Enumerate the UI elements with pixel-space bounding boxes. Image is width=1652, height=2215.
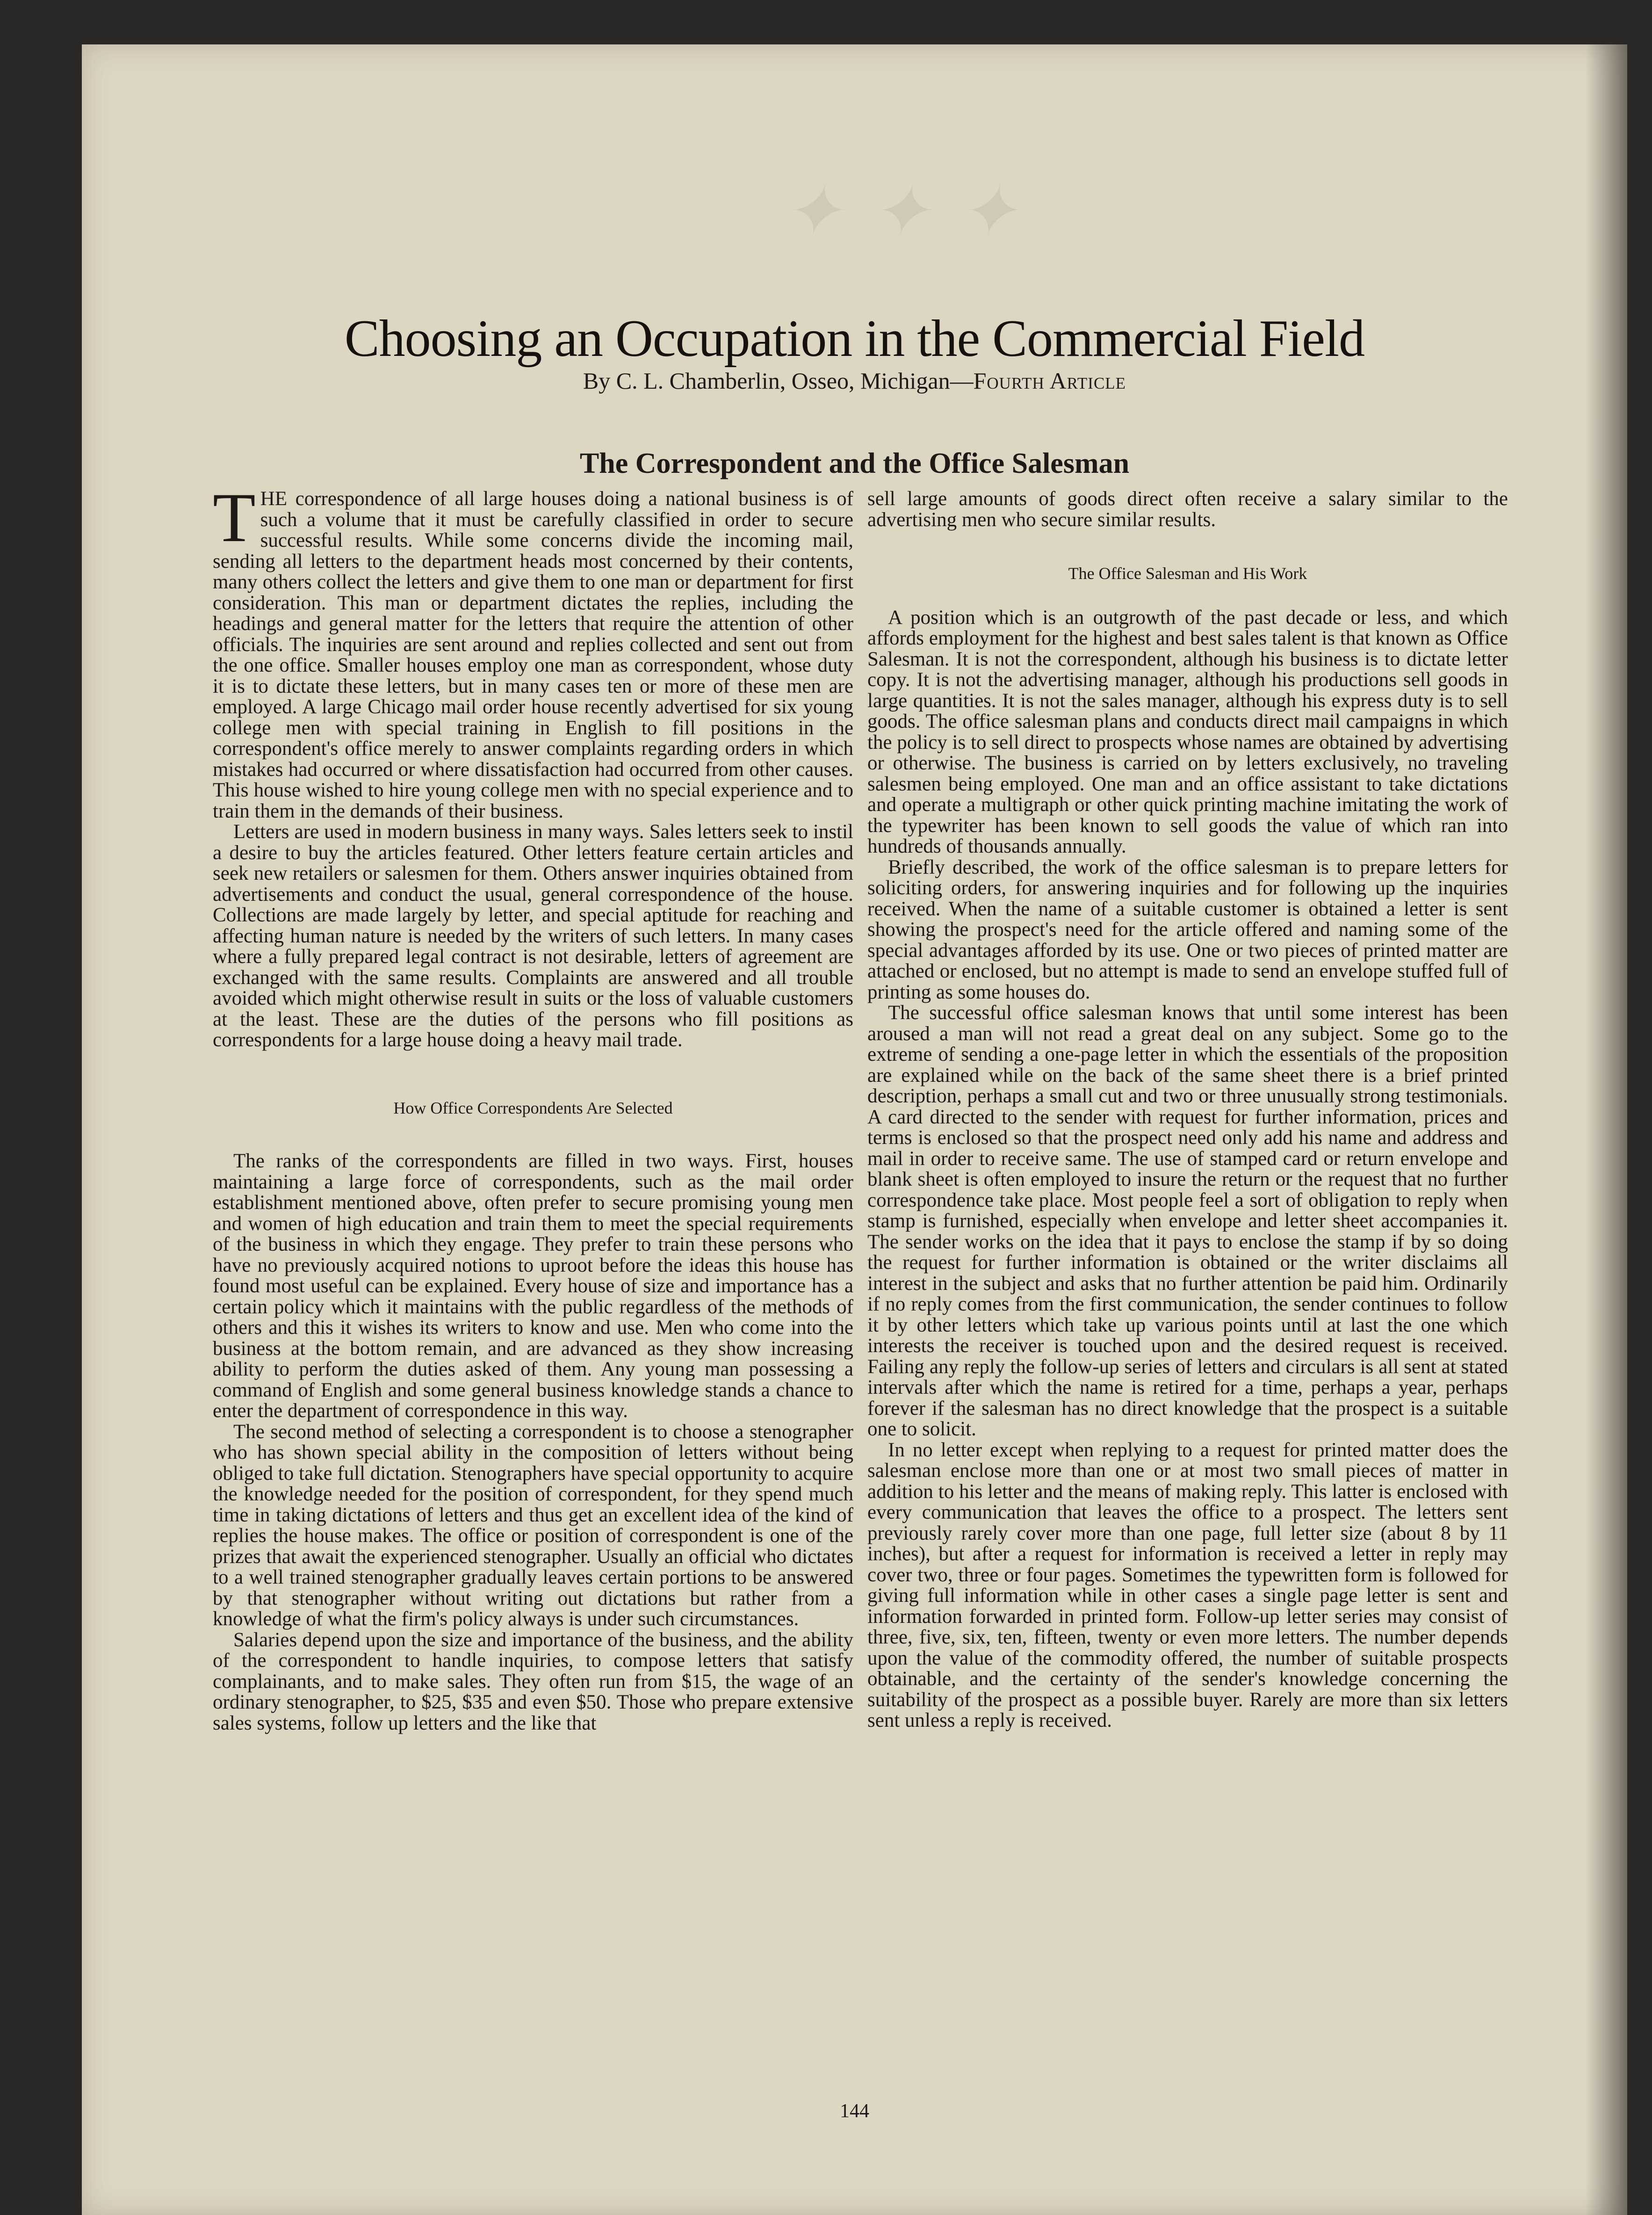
paragraph: In no letter except when replying to a request for printed matter does the salesman enclose more than one or at most two small pieces of matter in addition to his letter and the means of making reply. This latter is enclosed with every communication that leaves the office to a prospect. The letters sent previously rarely cover more than one page, full letter size (about 8 by 11 inches), but after a request for information is received a letter in reply may cover two, three or four pages. Sometimes the typewritten form is followed for giving full information while in other cases a single page letter is sent and information forwarded in printed form. Follow-up letter series may consist of three, five, six, ten, fifteen, twenty or even more letters. The number depends upon the value of the commodity offered, the number of suitable prospects obtainable, and the certainty of the sender's knowledge concerning the suitability of the prospect as a possible buyer. Rarely are more than six letters sent unless a reply is received. [867, 1439, 1508, 1731]
paragraph-text: HE correspondence of all large houses doing a national business is of such a volume that it must be carefully classified in order to secure successful results. While some concerns divide the incoming mail, sending all letters to the department heads most concerned by their contents, many others collect the letters and give them to one man or department for first consideration. This man or department dictates the replies, including the headings and general matter for the letters that require the attention of other officials. The inquiries are sent around and replies collected and sent out from the one office. Smaller houses employ one man as correspondent, whose duty it is to dictate these letters, but in many cases ten or more of these men are employed. A large Chicago mail order house recently advertised for six young college men with special training in English to fill positions in the correspondent's office merely to answer complaints regarding orders in which mistakes had occurred or where dissatisfaction had occurred from other causes. This house wished to hire young college men with no special experience and to train them in the demands of their business. [213, 488, 853, 822]
left-column [213, 479, 853, 1734]
article-title: Choosing an Occupation in the Commercial Field [344, 310, 1365, 368]
paragraph: The second method of selecting a correspondent is to choose a stenographer who has shown special ability in the composition of letters without being obliged to take full dictation. Stenographers have special opportunity to acquire the knowledge needed for the position of correspondent, for they spend much time in taking dictations of letters and thus get an excellent idea of the kind of replies the house makes. The office or position of correspondent is one of the prizes that await the experienced stenographer. Usually an official who dictates to a well trained stenographer gradually leaves certain portions to be answered by that stenographer without writing out dictations but rather from a knowledge of what the firm's policy always is under such circumstances. [213, 1420, 853, 1630]
paragraph [213, 479, 853, 822]
paragraph: sell large amounts of goods direct often receive a salary similar to the advertising men who secure similar results. [867, 488, 1508, 531]
article-subtitle: The Correspondent and the Office Salesman [579, 448, 1130, 480]
section-heading: The Office Salesman and His Work [1068, 564, 1307, 583]
page-number: 144 [840, 2100, 869, 2122]
magazine-page [82, 44, 1627, 2215]
drop-cap: T [213, 479, 256, 557]
paragraph: Briefly described, the work of the office salesman is to prepare letters for soliciting orders, for answering inquiries and for following up the inquiries received. When the name of a suitable customer is obtained a letter is sent showing the prospect's need for the article offered and naming some of the special advantages afforded by its use. One or two pieces of printed matter are attached or enclosed, but no attempt is made to send an envelope stuffed full of printing as some houses do. [867, 856, 1508, 1003]
paragraph: A position which is an outgrowth of the past decade or less, and which affords employment for the highest and best sales talent is that known as Office Salesman. It is not the correspondent, although his business is to dictate letter copy. It is not the advertising manager, although his productions sell goods in large quantities. It is not the sales manager, although his express duty is to sell goods. The office salesman plans and conducts direct mail campaigns in which the policy is to sell direct to prospects whose names are obtained by advertising or otherwise. The business is carried on by letters exclusively, no traveling salesmen being employed. One man and an office assistant to take dictations and operate a multigraph or other quick printing machine imitating the work of the typewriter has been known to sell goods the value of which ran into hundreds of thousands annually. [867, 606, 1508, 857]
article-byline [82, 367, 1627, 394]
paragraph: The ranks of the correspondents are filled in two ways. First, houses maintaining a large force of correspondents, such as the mail order establishment mentioned above, often prefer to secure promising young men and women of high education and train them to meet the special requirements of the business in which they engage. They prefer to train these persons who have no previously acquired notions to uproot before the ideas this house has found most useful can be explained. Every house of size and importance has a certain policy which it maintains with the public regardless of the methods of others and this it wishes its writers to know and use. Men who come into the business at the bottom remain, and are advanced as they show increasing ability to perform the duties asked of them. Any young man possessing a command of English and some general business knowledge stands a chance to enter the department of correspondence in this way. [213, 1150, 853, 1422]
paragraph: The successful office salesman knows that until some interest has been aroused a man will not read a great deal on any subject. Some go to the extreme of sending a one-page letter in which the essentials of the proposition are explained while on the back of the same sheet there is a brief printed description, perhaps a small cut and two or three unusually strong testimonials. A card directed to the sender with request for further information, prices and terms is enclosed so that the prospect need only add his name and address and mail in order to receive same. The use of stamped card or return envelope and blank sheet is often employed to insure the return or the request that no further correspondence take place. Most people feel a sort of obligation to reply when stamp is furnished, especially when envelope and letter sheet accompanies it. The sender works on the idea that it pays to enclose the stamp if by so doing the request for further information is obtained or the writer disclaims all interest in the subject and asks that no further attention be paid him. Ordinarily if no reply comes from the first communication, the sender continues to follow it by other letters which take up various points until at last the one which interests the receiver is touched upon and the desired request is received. Failing any reply the follow-up series of letters and circulars is all sent at stated intervals after which the name is retired for a time, perhaps a year, perhaps forever if the salesman has no direct knowledge that the prospect is a suitable one to solicit. [867, 1002, 1508, 1440]
right-column [867, 489, 1508, 1731]
section-heading: How Office Correspondents Are Selected [393, 1098, 673, 1117]
faded-masthead-watermark: ✦ ✦ ✦ [783, 173, 1023, 251]
byline-article-number: Fourth Article [973, 368, 1126, 394]
paragraph: Letters are used in modern business in many ways. Sales letters seek to instil a desire to buy the articles featured. Other letters feature certain articles and seek new retailers or salesmen for them. Others answer inquiries obtained from advertisements and conduct the usual, general correspondence of the house. Collections are made largely by letter, and special aptitude for reaching and affecting human nature is needed by the writers of such letters. In many cases where a fully prepared legal contract is not desirable, letters of agreement are exchanged with the same results. Complaints are answered and all trouble avoided which might otherwise result in suits or the loss of valuable customers at the least. These are the duties of the persons who fill positions as correspondents for a large house doing a heavy mail trade. [213, 821, 853, 1051]
paragraph: Salaries depend upon the size and importance of the business, and the ability of the correspondent to handle inquiries, to compose letters that satisfy complainants, and to make sales. They often run from $15, the wage of an ordinary stenographer, to $25, $35 and even $50. Those who prepare extensive sales systems, follow up letters and the like that [213, 1629, 853, 1734]
byline-author: By C. L. Chamberlin, Osseo, Michigan— [583, 368, 974, 394]
